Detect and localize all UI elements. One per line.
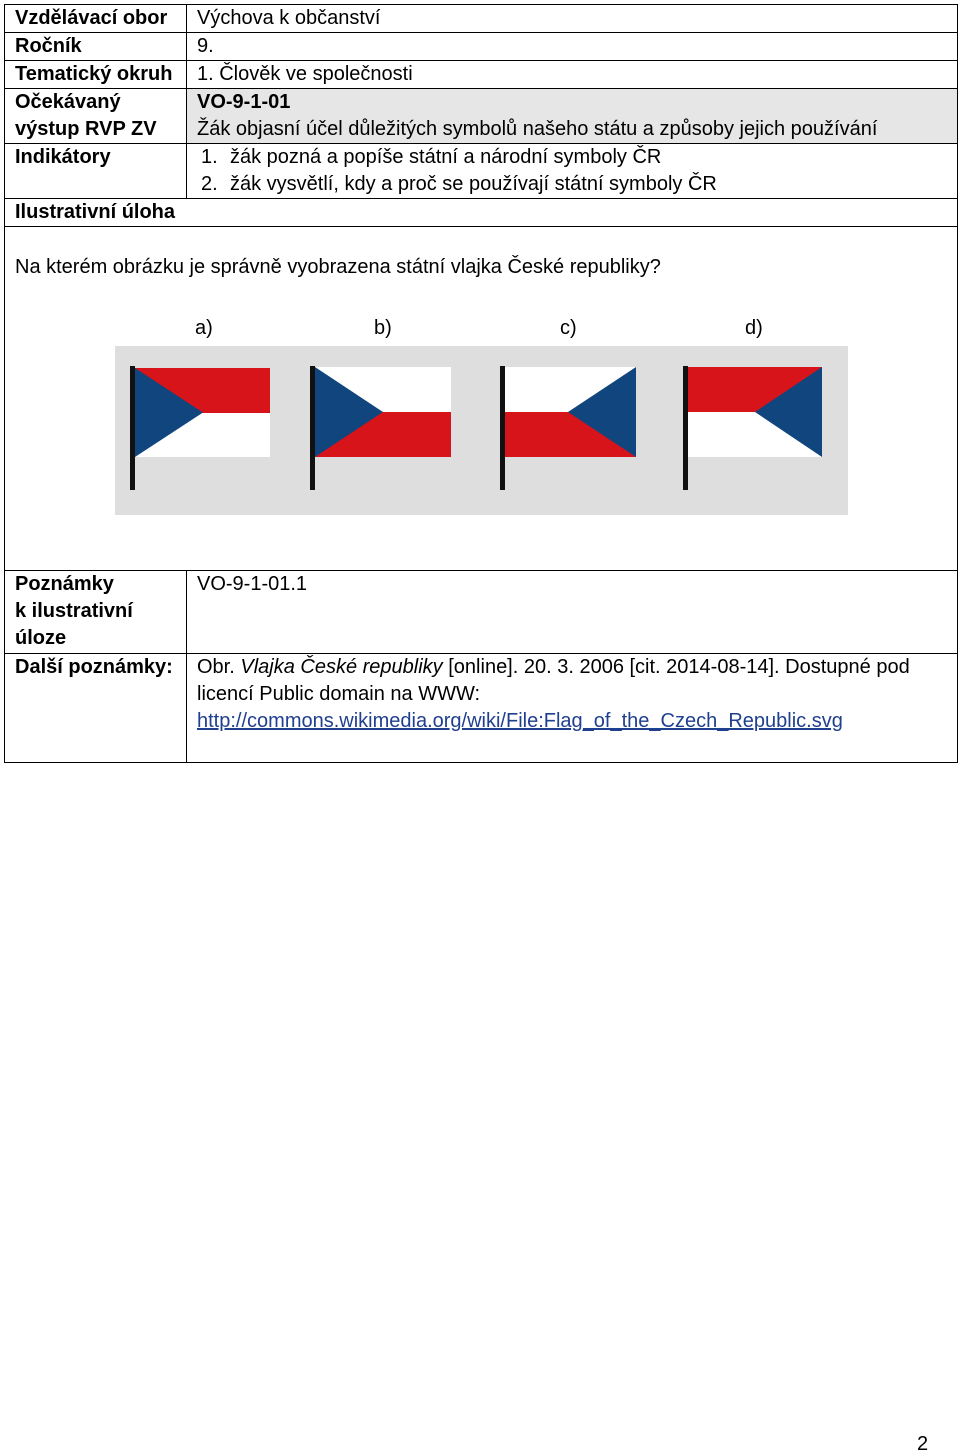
flag-options-image: [115, 346, 848, 515]
flag-a-pole: [130, 366, 135, 490]
option-label-b: b): [374, 317, 392, 339]
grade-label: Ročník: [5, 33, 187, 60]
reference-link-line: [197, 708, 949, 735]
row-grade: [5, 33, 957, 61]
list-item-text: žák pozná a popíše státní a národní symboly ČR: [230, 146, 662, 168]
flag-c-pole: [500, 366, 505, 490]
reference-title: Vlajka České republiky: [240, 656, 443, 678]
topic-label: Tematický okruh: [5, 61, 187, 88]
list-item-number: 1.: [201, 146, 218, 168]
flag-b-pole: [310, 366, 315, 490]
row-further-notes: [5, 654, 957, 763]
option-label-a: a): [195, 317, 213, 339]
row-outcome: [5, 89, 957, 144]
reference-prefix: Obr.: [197, 656, 235, 678]
further-notes-reference: [187, 654, 957, 762]
task-body: [5, 227, 957, 570]
list-item: [197, 144, 949, 171]
list-item-number: 2.: [201, 173, 218, 195]
indicators-list: [187, 144, 957, 198]
outcome-code: VO-9-1-01: [197, 91, 291, 113]
further-notes-label: Další poznámky:: [5, 654, 187, 762]
notes-value: VO-9-1-01.1: [197, 573, 308, 595]
option-label-d: d): [745, 317, 763, 339]
list-item-text: žák vysvětlí, kdy a proč se používají státní symboly ČR: [230, 173, 717, 195]
outcome-cell: [187, 89, 957, 143]
outcome-label: Očekávaný výstup RVP ZV: [5, 89, 187, 143]
row-notes: [5, 571, 957, 654]
row-topic: [5, 61, 957, 89]
grade-value: 9.: [197, 35, 214, 57]
task-heading: Ilustrativní úloha: [15, 201, 176, 223]
reference-details: [online]. 20. 3. 2006 [cit. 2014-08-14]. Dostupné pod: [448, 656, 910, 678]
reference-license: licencí Public domain na WWW:: [197, 683, 481, 705]
task-question: Na kterém obrázku je správně vyobrazena státní vlajka České republiky?: [15, 256, 661, 278]
field-label: Vzdělávací obor: [5, 5, 187, 32]
field-value: Výchova k občanství: [197, 7, 381, 29]
row-task-body: [5, 227, 957, 571]
task-sheet-table: [4, 4, 958, 763]
option-label-c: c): [560, 317, 577, 339]
row-field: [5, 5, 957, 33]
notes-label: Poznámky k ilustrativní úloze: [5, 571, 187, 653]
row-indicators: [5, 144, 957, 199]
reference-line: [197, 654, 949, 681]
outcome-text: Žák objasní účel důležitých symbolů našeho státu a způsoby jejich používání: [197, 118, 878, 140]
list-item: [197, 171, 949, 198]
topic-value: 1. Člověk ve společnosti: [197, 63, 413, 85]
indicators-label: Indikátory: [5, 144, 187, 198]
page-number: 2: [917, 1433, 929, 1455]
reference-url-link[interactable]: http://commons.wikimedia.org/wiki/File:Flag_of_the_Czech_Republic.svg: [197, 710, 843, 732]
row-task-heading: [5, 199, 957, 227]
flag-d-pole: [683, 366, 688, 490]
